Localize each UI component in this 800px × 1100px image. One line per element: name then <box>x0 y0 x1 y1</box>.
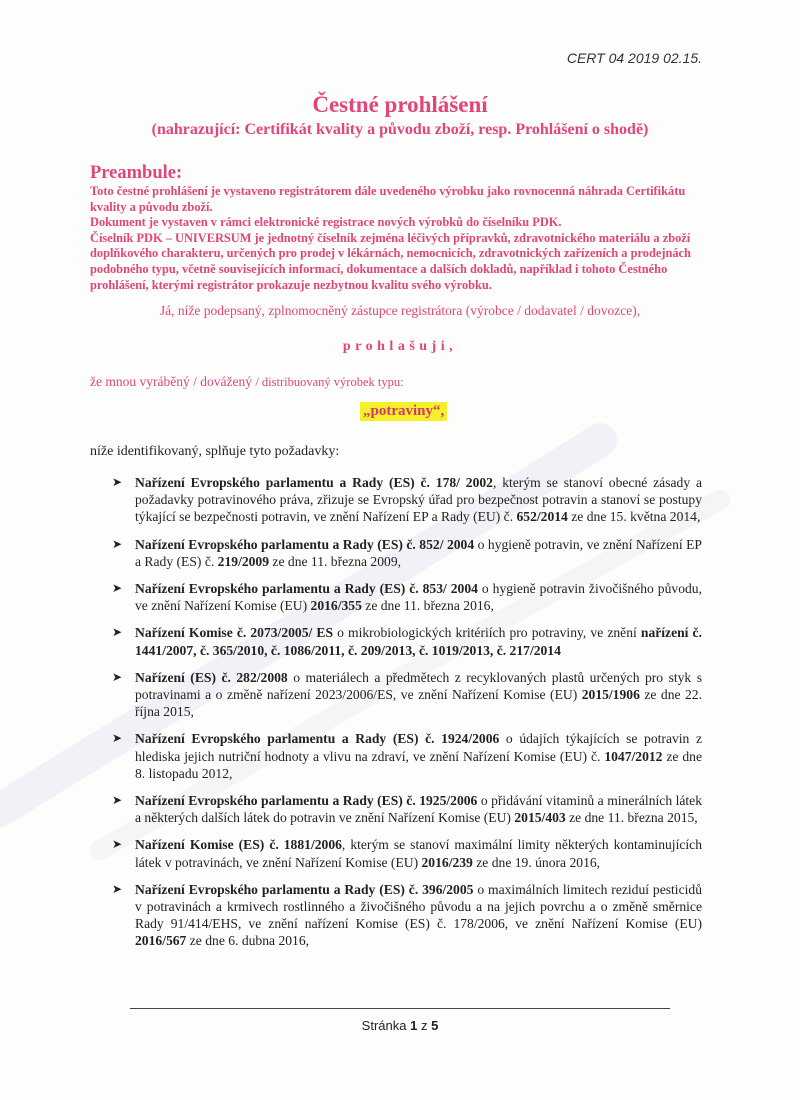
requirement-regulation: 1047/2012 <box>604 748 663 764</box>
requirement-item <box>110 669 702 721</box>
product-type-line <box>90 374 404 390</box>
requirement-regulation: 2015/1906 <box>581 687 640 703</box>
requirement-regulation: Nařízení Evropského parlamentu a Rady (ES) č. 178/ 2002 <box>135 475 493 490</box>
requirement-regulation: Nařízení Komise č. 2073/2005/ ES <box>135 625 334 641</box>
arrow-bullet-icon: ➤ <box>112 837 123 852</box>
requirement-text: o přidávání vitaminů a minerálních látek a některých dalších látek do potravin ve znění Nařízení Komise (EU) <box>135 793 702 826</box>
requirement-item <box>110 881 702 950</box>
footer-label: Stránka <box>361 1018 407 1033</box>
requirement-text: ze dne 19. února 2016, <box>472 854 601 870</box>
requirement-text: ze dne 22. října 2015, <box>135 687 702 720</box>
requirement-regulation: 2015/403 <box>514 810 566 826</box>
requirement-text: ze dne 8. listopadu 2012, <box>135 748 702 781</box>
arrow-bullet-icon: ➤ <box>112 475 123 489</box>
requirement-regulation: Nařízení Evropského parlamentu a Rady (ES) č. 852/ 2004 <box>135 536 475 552</box>
requirement-item <box>110 580 702 614</box>
arrow-bullet-icon: ➤ <box>112 536 123 551</box>
requirement-item <box>110 536 702 570</box>
requirements-intro: níže identifikovaný, splňuje tyto požadavky: <box>90 444 340 459</box>
requirement-text: , kterým se stanoví maximální limity některých kontaminujících látek v potravinách, ve znění Nařízení Komise (EU) <box>135 837 702 870</box>
requirement-text: o hygieně potravin, ve znění Nařízení EP a Rady (ES) č. <box>135 536 702 569</box>
page-title: Čestné prohlášení <box>312 92 488 117</box>
requirement-item <box>110 792 702 826</box>
document-code: CERT 04 2019 02.15. <box>566 50 702 66</box>
preamble-paragraph: Číselník PDK – UNIVERSUM je jednotný číselník zejména léčivých přípravků, zdravotnického materiálu a zboží doplňkového charakteru, určených pro prodej v lékárnách, nemocnicích, zdravotnických zařízeních a prodejnách podobného typu, včetně souvisejících informací, dokumentace a dalších dokladů, například i tohoto Čestného prohlášení, kterými registrátor prokazuje nezbytnou kvalitu svého výrobku. <box>90 230 691 292</box>
requirement-text: o materiálech a předmětech z recyklovaných plastů určených pro styk s potravinami a o změně nařízení 2023/2006/ES, ve znění Nařízení Komise (EU) <box>135 669 702 703</box>
requirement-regulation: Nařízení Evropského parlamentu a Rady (ES) č. 396/2005 <box>135 881 474 897</box>
declare-word: prohlašuji, <box>342 339 458 354</box>
product-name-highlight: „potraviny“, <box>360 402 447 421</box>
product-type-prefix: že mnou vyráběný / dovážený <box>90 374 252 389</box>
footer-current-page: 1 <box>410 1018 418 1033</box>
requirement-text: o hygieně potravin živočišného původu, ve znění Nařízení Komise (EU) <box>135 581 702 614</box>
preamble-paragraph: Dokument je vystaven v rámci elektronické registrace nových výrobků do číselníku PDK. <box>90 215 562 230</box>
requirement-regulation: Nařízení Komise (ES) č. 1881/2006 <box>135 837 342 853</box>
arrow-bullet-icon: ➤ <box>112 669 123 684</box>
requirement-regulation: Nařízení Evropského parlamentu a Rady (ES) č. 1924/2006 <box>135 731 500 747</box>
declarant-line: Já, níže podepsaný, zplnomocněný zástupce registrátora (výrobce / dodavatel / dovozce), <box>159 303 641 318</box>
requirement-text: ze dne 11. března 2009, <box>269 553 402 569</box>
requirement-item <box>110 730 702 782</box>
arrow-bullet-icon: ➤ <box>112 625 123 640</box>
requirement-item <box>110 474 702 526</box>
requirement-text: , kterým se stanoví obecné zásady a požadavky potravinového práva, zřizuje se Evropský úřad pro bezpečnost potravin a stanoví se postupy týkající se bezpečnosti potravin, ve znění Nařízení EP a Rady (EU) č. <box>135 475 702 525</box>
arrow-bullet-icon: ➤ <box>112 793 123 808</box>
requirement-regulation: 2016/567 <box>135 933 187 949</box>
preamble-paragraph: Toto čestné prohlášení je vystaveno registrátorem dále uvedeného výrobku jako rovnocenná náhrada Certifikátu kvality a původu zboží. <box>90 184 686 214</box>
requirement-text: ze dne 15. května 2014, <box>567 509 701 525</box>
requirement-item <box>110 836 702 870</box>
requirement-regulation: 2016/355 <box>310 598 362 614</box>
product-type-suffix: / distribuovaný výrobek typu: <box>255 375 404 389</box>
requirement-regulation: nařízení č. 1441/2007, č. 365/2010, č. 1086/2011, č. 209/2013, č. 1019/2013, č. 217/2014 <box>135 625 702 658</box>
preamble-text <box>90 184 700 293</box>
requirement-text: ze dne 6. dubna 2016, <box>186 933 310 949</box>
requirement-text: ze dne 11. března 2015, <box>565 810 698 826</box>
arrow-bullet-icon: ➤ <box>112 731 123 746</box>
arrow-bullet-icon: ➤ <box>112 881 123 896</box>
requirement-item <box>110 624 702 658</box>
preamble-heading: Preambule: <box>90 163 183 183</box>
requirement-regulation: 652/2014 <box>516 509 568 525</box>
requirements-list <box>110 474 702 960</box>
footer-total-pages: 5 <box>431 1018 439 1033</box>
requirement-text: o údajích týkajících se potravin z hlediska jejich nutriční hodnoty a vlivu na zdraví, ve znění Nařízení Komise (EU) č. <box>135 731 702 764</box>
requirement-text: ze dne 11. března 2016, <box>361 598 494 614</box>
requirement-regulation: Nařízení Evropského parlamentu a Rady (ES) č. 853/ 2004 <box>135 581 478 597</box>
page-footer <box>0 1018 800 1033</box>
page-subtitle: (nahrazující: Certifikát kvality a původu zboží, resp. Prohlášení o shodě) <box>151 121 649 138</box>
arrow-bullet-icon: ➤ <box>112 581 123 596</box>
requirement-regulation: Nařízení Evropského parlamentu a Rady (ES) č. 1925/2006 <box>135 793 478 809</box>
requirement-text: o maximálních limitech reziduí pesticidů v potravinách a krmivech rostlinného a živočišného původu a na jejich povrchu a o změně směrnice Rady 91/414/EHS, ve znění nařízení Komise (ES) č. 178/2006, ve znění Nařízení Komise (EU) <box>135 881 702 932</box>
requirement-regulation: 2016/239 <box>421 854 473 870</box>
footer-of: z <box>420 1018 428 1033</box>
requirement-text: o mikrobiologických kritériích pro potraviny, ve znění <box>333 625 641 641</box>
requirement-regulation: 219/2009 <box>217 553 270 569</box>
requirement-regulation: Nařízení (ES) č. 282/2008 <box>135 669 288 685</box>
footer-divider <box>130 1008 670 1009</box>
